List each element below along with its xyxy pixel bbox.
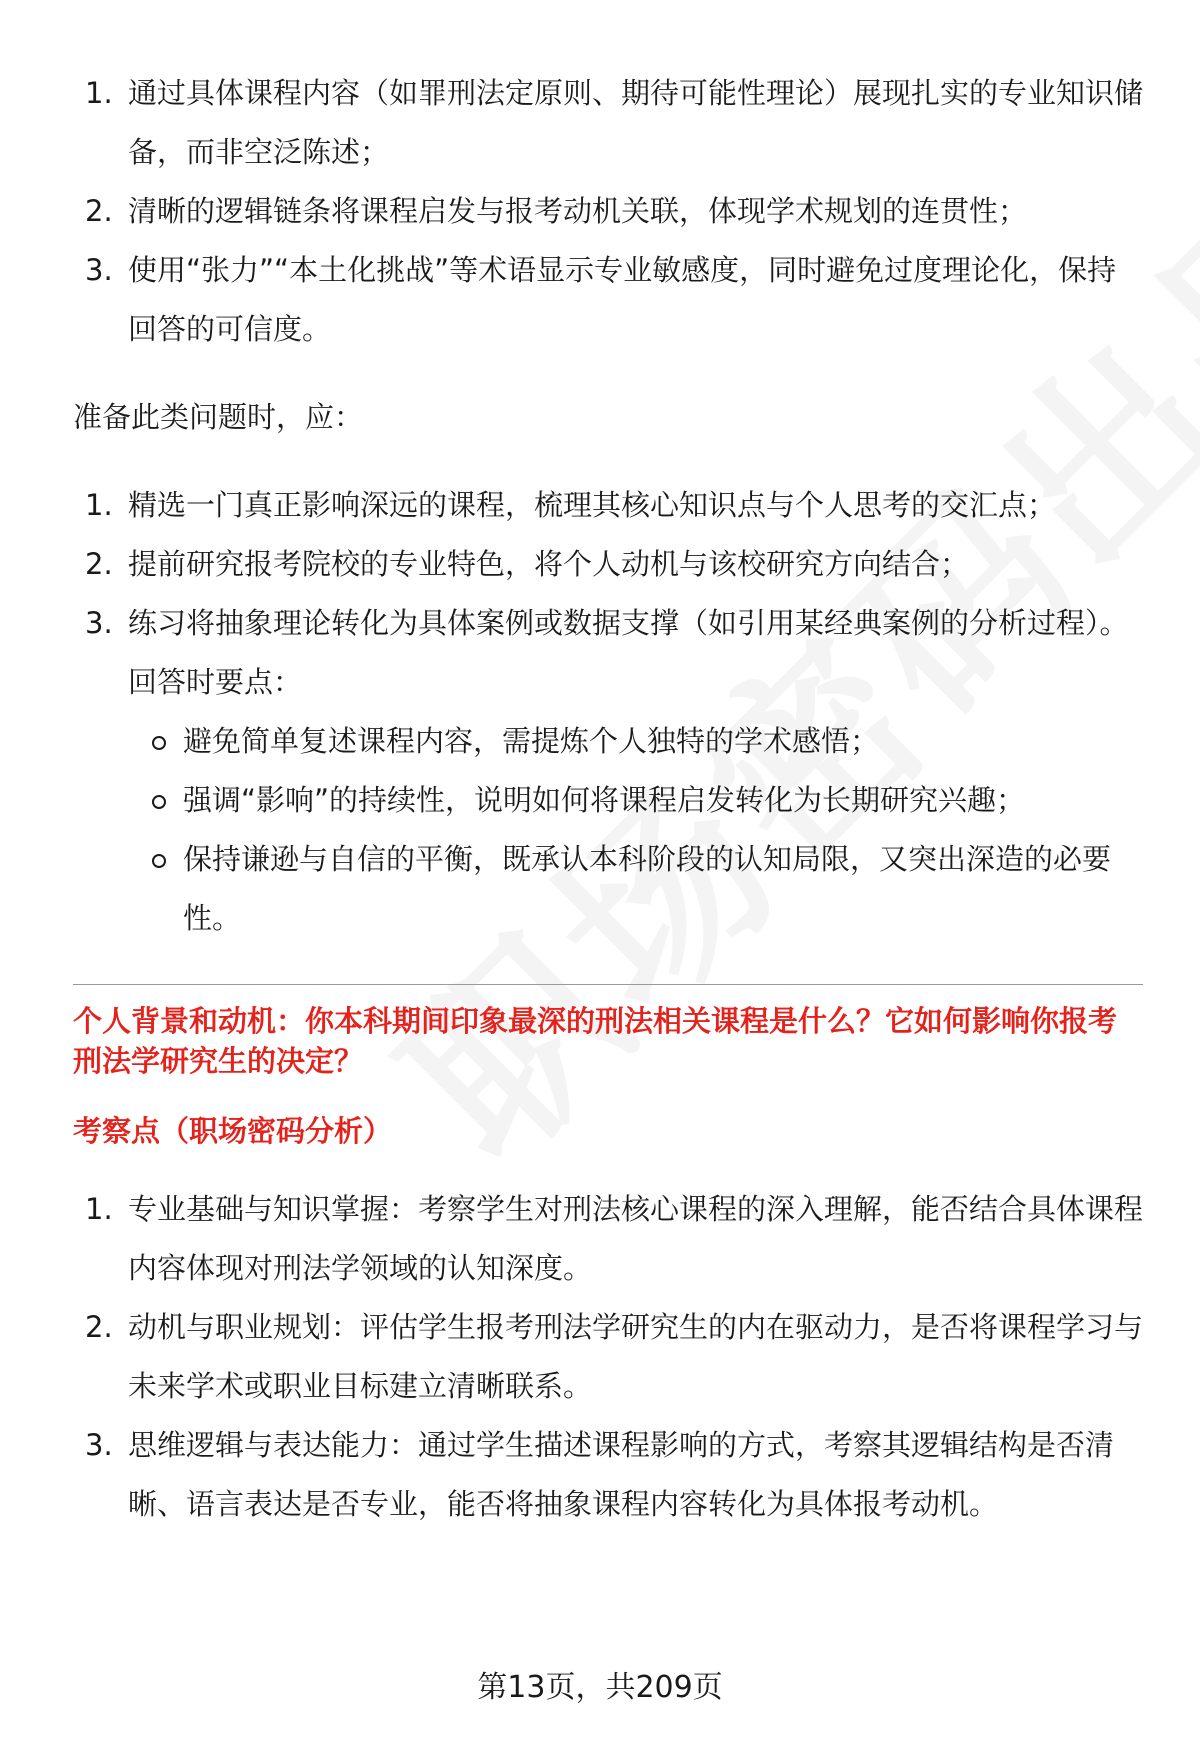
list-item: 1. 专业基础与知识掌握：考察学生对刑法核心课程的深入理解，能否结合具体课程内容体现对刑法学领域的认知深度。 [85,1192,1144,1285]
list-item-text: 提前研究报考院校的专业特色，将个人动机与该校研究方向结合； [128,547,970,581]
list-item: 3. 思维逻辑与表达能力：通过学生描述课程影响的方式，考察其逻辑结构是否清晰、语言表达是否专业，能否将抽象课程内容转化为具体报考动机。 [85,1428,1115,1521]
list-item: 2. 提前研究报考院校的专业特色，将个人动机与该校研究方向结合； [85,547,970,581]
list-item-text: 通过具体课程内容（如罪刑法定原则、期待可能性理论）展现扎实的专业知识储备，而非空泛陈述； [128,76,1144,169]
circle-bullet-icon [152,795,166,809]
assessment-points-list [73,1180,1143,1534]
bullet-item: 避免简单复述课程内容，需提炼个人独特的学术感悟； [128,712,1143,771]
list-item: 2. 清晰的逻辑链条将课程启发与报考动机关联，体现学术规划的连贯性； [85,194,1028,228]
list-item-text: 精选一门真正影响深远的课程，梳理其核心知识点与个人思考的交汇点； [128,488,1057,522]
page-number: 第13页，共209页 [477,1670,723,1705]
prep-list [73,476,1143,653]
circle-bullet-icon [152,736,166,750]
bullet-item: 强调“影响”的持续性，说明如何将课程启发转化为长期研究兴趣； [128,771,1143,830]
list-item-text: 动机与职业规划：评估学生报考刑法学研究生的内在驱动力，是否将课程学习与未来学术或职业目标建立清晰联系。 [128,1310,1144,1403]
prep-intro: 准备此类问题时，应： [73,400,364,434]
list-item: 1. 精选一门真正影响深远的课程，梳理其核心知识点与个人思考的交汇点； [85,488,1057,522]
answer-points-label: 回答时要点： [128,665,303,699]
answer-points-list [73,712,1143,948]
section-label: 考察点（职场密码分析） [73,1114,393,1148]
list-item: 2. 动机与职业规划：评估学生报考刑法学研究生的内在驱动力，是否将课程学习与未来学术或职业目标建立清晰联系。 [85,1310,1144,1403]
list-item: 3. 使用“张力”“本土化挑战”等术语显示专业敏感度，同时避免过度理论化，保持回答的可信度。 [85,253,1117,346]
bullet-item: 保持谦逊与自信的平衡，既承认本科阶段的认知局限，又突出深造的必要性。 [128,830,1143,948]
section-divider [73,984,1143,985]
list-item-text: 使用“张力”“本土化挑战”等术语显示专业敏感度，同时避免过度理论化，保持回答的可信度。 [128,253,1117,346]
list-item-text: 练习将抽象理论转化为具体案例或数据支撑（如引用某经典案例的分析过程）。 [128,606,1129,640]
circle-bullet-icon [152,854,166,868]
list-item: 1. 通过具体课程内容（如罪刑法定原则、期待可能性理论）展现扎实的专业知识储备，而非空泛陈述； [85,76,1144,169]
list-item-text: 清晰的逻辑链条将课程启发与报考动机关联，体现学术规划的连贯性； [128,194,1028,228]
page-content [73,64,1143,1534]
evaluation-list [73,64,1143,359]
question-heading: 个人背景和动机：你本科期间印象最深的刑法相关课程是什么？它如何影响你报考刑法学研究生的决定？ [73,1004,1118,1078]
list-item-text: 思维逻辑与表达能力：通过学生描述课程影响的方式，考察其逻辑结构是否清晰、语言表达是否专业，能否将抽象课程内容转化为具体报考动机。 [128,1428,1115,1521]
list-item-text: 专业基础与知识掌握：考察学生对刑法核心课程的深入理解，能否结合具体课程内容体现对刑法学领域的认知深度。 [128,1192,1144,1285]
list-item: 3. 练习将抽象理论转化为具体案例或数据支撑（如引用某经典案例的分析过程）。 [85,606,1129,640]
